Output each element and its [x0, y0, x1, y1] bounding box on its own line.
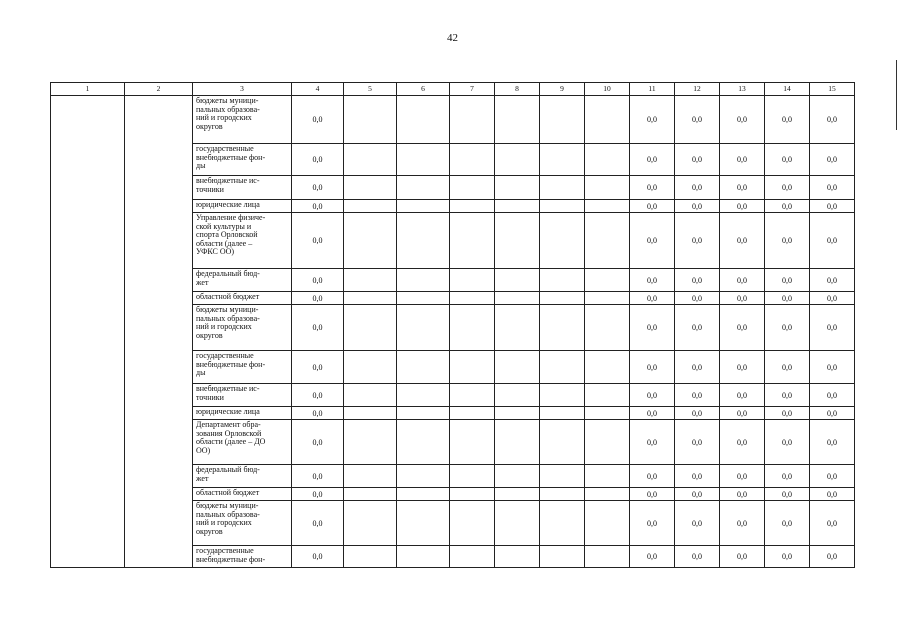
value-cell — [344, 200, 397, 213]
table-row — [51, 96, 855, 144]
value-cell: 0,0 — [810, 420, 855, 465]
value-cell — [450, 488, 495, 501]
value-cell — [585, 200, 630, 213]
value-cell — [397, 546, 450, 568]
row-name: федеральный бюд- жет — [193, 465, 292, 488]
value-cell — [397, 488, 450, 501]
value-cell — [344, 269, 397, 292]
value-cell: 0,0 — [810, 144, 855, 176]
value-cell — [495, 501, 540, 546]
row-name: областной бюджет — [193, 488, 292, 501]
value-cell — [344, 213, 397, 269]
value-cell: 0,0 — [765, 407, 810, 420]
value-cell — [450, 200, 495, 213]
value-cell: 0,0 — [765, 351, 810, 384]
value-cell — [344, 176, 397, 200]
value-cell — [495, 200, 540, 213]
value-cell: 0,0 — [720, 384, 765, 407]
value-cell: 0,0 — [765, 96, 810, 144]
value-cell — [397, 269, 450, 292]
value-cell — [344, 292, 397, 305]
value-cell: 0,0 — [292, 213, 344, 269]
value-cell: 0,0 — [675, 305, 720, 351]
value-cell — [585, 144, 630, 176]
value-cell — [344, 384, 397, 407]
value-cell — [450, 213, 495, 269]
value-cell: 0,0 — [292, 269, 344, 292]
value-cell: 0,0 — [810, 269, 855, 292]
value-cell: 0,0 — [810, 96, 855, 144]
value-cell: 0,0 — [675, 213, 720, 269]
value-cell — [450, 144, 495, 176]
column-header: 11 — [630, 83, 675, 96]
value-cell: 0,0 — [765, 420, 810, 465]
value-cell: 0,0 — [675, 269, 720, 292]
value-cell — [344, 144, 397, 176]
column-header: 3 — [193, 83, 292, 96]
value-cell: 0,0 — [675, 96, 720, 144]
column-header: 5 — [344, 83, 397, 96]
value-cell: 0,0 — [292, 546, 344, 568]
value-cell: 0,0 — [765, 501, 810, 546]
value-cell: 0,0 — [810, 501, 855, 546]
value-cell: 0,0 — [630, 144, 675, 176]
value-cell — [495, 96, 540, 144]
value-cell — [540, 200, 585, 213]
value-cell: 0,0 — [292, 144, 344, 176]
value-cell: 0,0 — [810, 488, 855, 501]
value-cell — [450, 269, 495, 292]
value-cell: 0,0 — [720, 96, 765, 144]
value-cell — [540, 213, 585, 269]
value-cell — [450, 351, 495, 384]
value-cell: 0,0 — [810, 213, 855, 269]
row-name: государственные внебюджетные фон- ды — [193, 351, 292, 384]
value-cell: 0,0 — [720, 176, 765, 200]
value-cell — [585, 269, 630, 292]
value-cell: 0,0 — [810, 384, 855, 407]
value-cell — [450, 501, 495, 546]
value-cell: 0,0 — [630, 96, 675, 144]
value-cell — [495, 144, 540, 176]
value-cell — [450, 305, 495, 351]
value-cell: 0,0 — [765, 269, 810, 292]
value-cell — [540, 269, 585, 292]
value-cell — [344, 407, 397, 420]
value-cell: 0,0 — [765, 384, 810, 407]
value-cell — [540, 407, 585, 420]
value-cell: 0,0 — [720, 144, 765, 176]
value-cell: 0,0 — [765, 200, 810, 213]
value-cell: 0,0 — [630, 407, 675, 420]
row-name: внебюджетные ис- точники — [193, 176, 292, 200]
value-cell — [344, 488, 397, 501]
value-cell — [585, 176, 630, 200]
value-cell — [540, 488, 585, 501]
value-cell: 0,0 — [630, 546, 675, 568]
value-cell — [495, 351, 540, 384]
column-header: 14 — [765, 83, 810, 96]
col-1-cell — [51, 96, 125, 568]
value-cell — [397, 292, 450, 305]
value-cell — [397, 96, 450, 144]
value-cell: 0,0 — [765, 488, 810, 501]
value-cell — [344, 501, 397, 546]
value-cell: 0,0 — [765, 144, 810, 176]
value-cell — [397, 144, 450, 176]
value-cell: 0,0 — [630, 420, 675, 465]
value-cell — [397, 213, 450, 269]
value-cell: 0,0 — [720, 488, 765, 501]
value-cell: 0,0 — [675, 384, 720, 407]
value-cell: 0,0 — [675, 292, 720, 305]
row-name: внебюджетные ис- точники — [193, 384, 292, 407]
value-cell: 0,0 — [810, 407, 855, 420]
value-cell: 0,0 — [292, 465, 344, 488]
value-cell — [495, 292, 540, 305]
value-cell — [344, 465, 397, 488]
value-cell: 0,0 — [675, 546, 720, 568]
row-name: юридические лица — [193, 200, 292, 213]
row-name: бюджеты муници- пальных образова- ний и городских округов — [193, 305, 292, 351]
value-cell — [450, 420, 495, 465]
row-name: государственные внебюджетные фон- — [193, 546, 292, 568]
column-header: 8 — [495, 83, 540, 96]
value-cell: 0,0 — [810, 305, 855, 351]
value-cell: 0,0 — [810, 200, 855, 213]
value-cell: 0,0 — [675, 144, 720, 176]
column-header: 6 — [397, 83, 450, 96]
value-cell: 0,0 — [292, 384, 344, 407]
value-cell — [397, 200, 450, 213]
value-cell — [495, 269, 540, 292]
value-cell — [397, 176, 450, 200]
value-cell: 0,0 — [810, 292, 855, 305]
value-cell: 0,0 — [630, 213, 675, 269]
value-cell — [585, 501, 630, 546]
value-cell — [540, 96, 585, 144]
value-cell: 0,0 — [810, 546, 855, 568]
value-cell — [495, 407, 540, 420]
row-name: федеральный бюд- жет — [193, 269, 292, 292]
value-cell — [397, 351, 450, 384]
value-cell: 0,0 — [292, 351, 344, 384]
value-cell: 0,0 — [765, 546, 810, 568]
value-cell: 0,0 — [720, 546, 765, 568]
value-cell: 0,0 — [630, 176, 675, 200]
value-cell: 0,0 — [810, 465, 855, 488]
value-cell — [585, 384, 630, 407]
value-cell — [495, 213, 540, 269]
value-cell — [344, 351, 397, 384]
value-cell — [450, 465, 495, 488]
value-cell: 0,0 — [720, 292, 765, 305]
value-cell: 0,0 — [810, 351, 855, 384]
value-cell: 0,0 — [765, 465, 810, 488]
value-cell: 0,0 — [292, 292, 344, 305]
column-header: 12 — [675, 83, 720, 96]
value-cell — [495, 384, 540, 407]
value-cell: 0,0 — [292, 96, 344, 144]
column-header: 2 — [125, 83, 193, 96]
value-cell — [397, 384, 450, 407]
value-cell: 0,0 — [675, 351, 720, 384]
value-cell — [585, 546, 630, 568]
value-cell — [540, 501, 585, 546]
value-cell — [495, 546, 540, 568]
budget-table — [50, 82, 855, 568]
scan-margin-line — [896, 60, 897, 130]
value-cell — [397, 305, 450, 351]
value-cell — [397, 501, 450, 546]
value-cell — [495, 465, 540, 488]
col-2-cell — [125, 96, 193, 568]
column-header: 7 — [450, 83, 495, 96]
column-header: 15 — [810, 83, 855, 96]
value-cell — [450, 96, 495, 144]
column-header: 10 — [585, 83, 630, 96]
value-cell: 0,0 — [292, 200, 344, 213]
value-cell — [344, 546, 397, 568]
value-cell: 0,0 — [292, 420, 344, 465]
value-cell — [540, 292, 585, 305]
value-cell — [495, 420, 540, 465]
value-cell — [585, 488, 630, 501]
value-cell: 0,0 — [292, 407, 344, 420]
value-cell — [495, 176, 540, 200]
value-cell: 0,0 — [720, 200, 765, 213]
value-cell — [344, 420, 397, 465]
value-cell — [540, 546, 585, 568]
value-cell — [585, 407, 630, 420]
value-cell: 0,0 — [630, 465, 675, 488]
value-cell — [585, 292, 630, 305]
row-name: государственные внебюджетные фон- ды — [193, 144, 292, 176]
value-cell: 0,0 — [630, 269, 675, 292]
value-cell: 0,0 — [630, 200, 675, 213]
value-cell: 0,0 — [630, 305, 675, 351]
value-cell — [450, 176, 495, 200]
value-cell: 0,0 — [765, 176, 810, 200]
value-cell — [495, 305, 540, 351]
column-header: 13 — [720, 83, 765, 96]
header-row — [51, 83, 855, 96]
value-cell: 0,0 — [765, 305, 810, 351]
value-cell: 0,0 — [630, 384, 675, 407]
value-cell — [540, 384, 585, 407]
value-cell: 0,0 — [720, 305, 765, 351]
value-cell: 0,0 — [720, 213, 765, 269]
value-cell: 0,0 — [765, 292, 810, 305]
row-name: юридические лица — [193, 407, 292, 420]
value-cell: 0,0 — [675, 200, 720, 213]
row-name: Управление физиче- ской культуры и спорта Орловской области (далее – УФКС ОО) — [193, 213, 292, 269]
value-cell — [495, 488, 540, 501]
value-cell: 0,0 — [720, 420, 765, 465]
value-cell: 0,0 — [720, 465, 765, 488]
value-cell: 0,0 — [675, 420, 720, 465]
value-cell — [540, 305, 585, 351]
value-cell — [585, 305, 630, 351]
value-cell — [397, 407, 450, 420]
column-header: 1 — [51, 83, 125, 96]
value-cell — [585, 351, 630, 384]
value-cell: 0,0 — [292, 501, 344, 546]
value-cell: 0,0 — [630, 488, 675, 501]
value-cell: 0,0 — [630, 351, 675, 384]
value-cell: 0,0 — [675, 488, 720, 501]
value-cell: 0,0 — [675, 465, 720, 488]
value-cell: 0,0 — [720, 351, 765, 384]
column-header: 4 — [292, 83, 344, 96]
value-cell: 0,0 — [675, 176, 720, 200]
page-number: 42 — [447, 32, 458, 44]
value-cell: 0,0 — [765, 213, 810, 269]
value-cell — [344, 305, 397, 351]
value-cell — [397, 465, 450, 488]
value-cell — [540, 176, 585, 200]
value-cell: 0,0 — [630, 501, 675, 546]
value-cell: 0,0 — [720, 407, 765, 420]
value-cell — [540, 420, 585, 465]
row-name: Департамент обра- зования Орловской области (далее – ДО ОО) — [193, 420, 292, 465]
value-cell: 0,0 — [292, 305, 344, 351]
value-cell: 0,0 — [292, 176, 344, 200]
value-cell: 0,0 — [292, 488, 344, 501]
value-cell — [397, 420, 450, 465]
value-cell: 0,0 — [675, 407, 720, 420]
value-cell — [450, 546, 495, 568]
value-cell: 0,0 — [630, 292, 675, 305]
value-cell — [344, 96, 397, 144]
value-cell — [450, 407, 495, 420]
value-cell — [585, 465, 630, 488]
row-name: бюджеты муници- пальных образова- ний и городских округов — [193, 96, 292, 144]
value-cell — [585, 420, 630, 465]
value-cell — [540, 144, 585, 176]
value-cell — [585, 96, 630, 144]
value-cell — [540, 351, 585, 384]
value-cell — [450, 292, 495, 305]
value-cell — [585, 213, 630, 269]
row-name: бюджеты муници- пальных образова- ний и городских округов — [193, 501, 292, 546]
column-header: 9 — [540, 83, 585, 96]
value-cell: 0,0 — [720, 269, 765, 292]
value-cell: 0,0 — [720, 501, 765, 546]
value-cell: 0,0 — [675, 501, 720, 546]
value-cell: 0,0 — [810, 176, 855, 200]
row-name: областной бюджет — [193, 292, 292, 305]
value-cell — [450, 384, 495, 407]
value-cell — [540, 465, 585, 488]
